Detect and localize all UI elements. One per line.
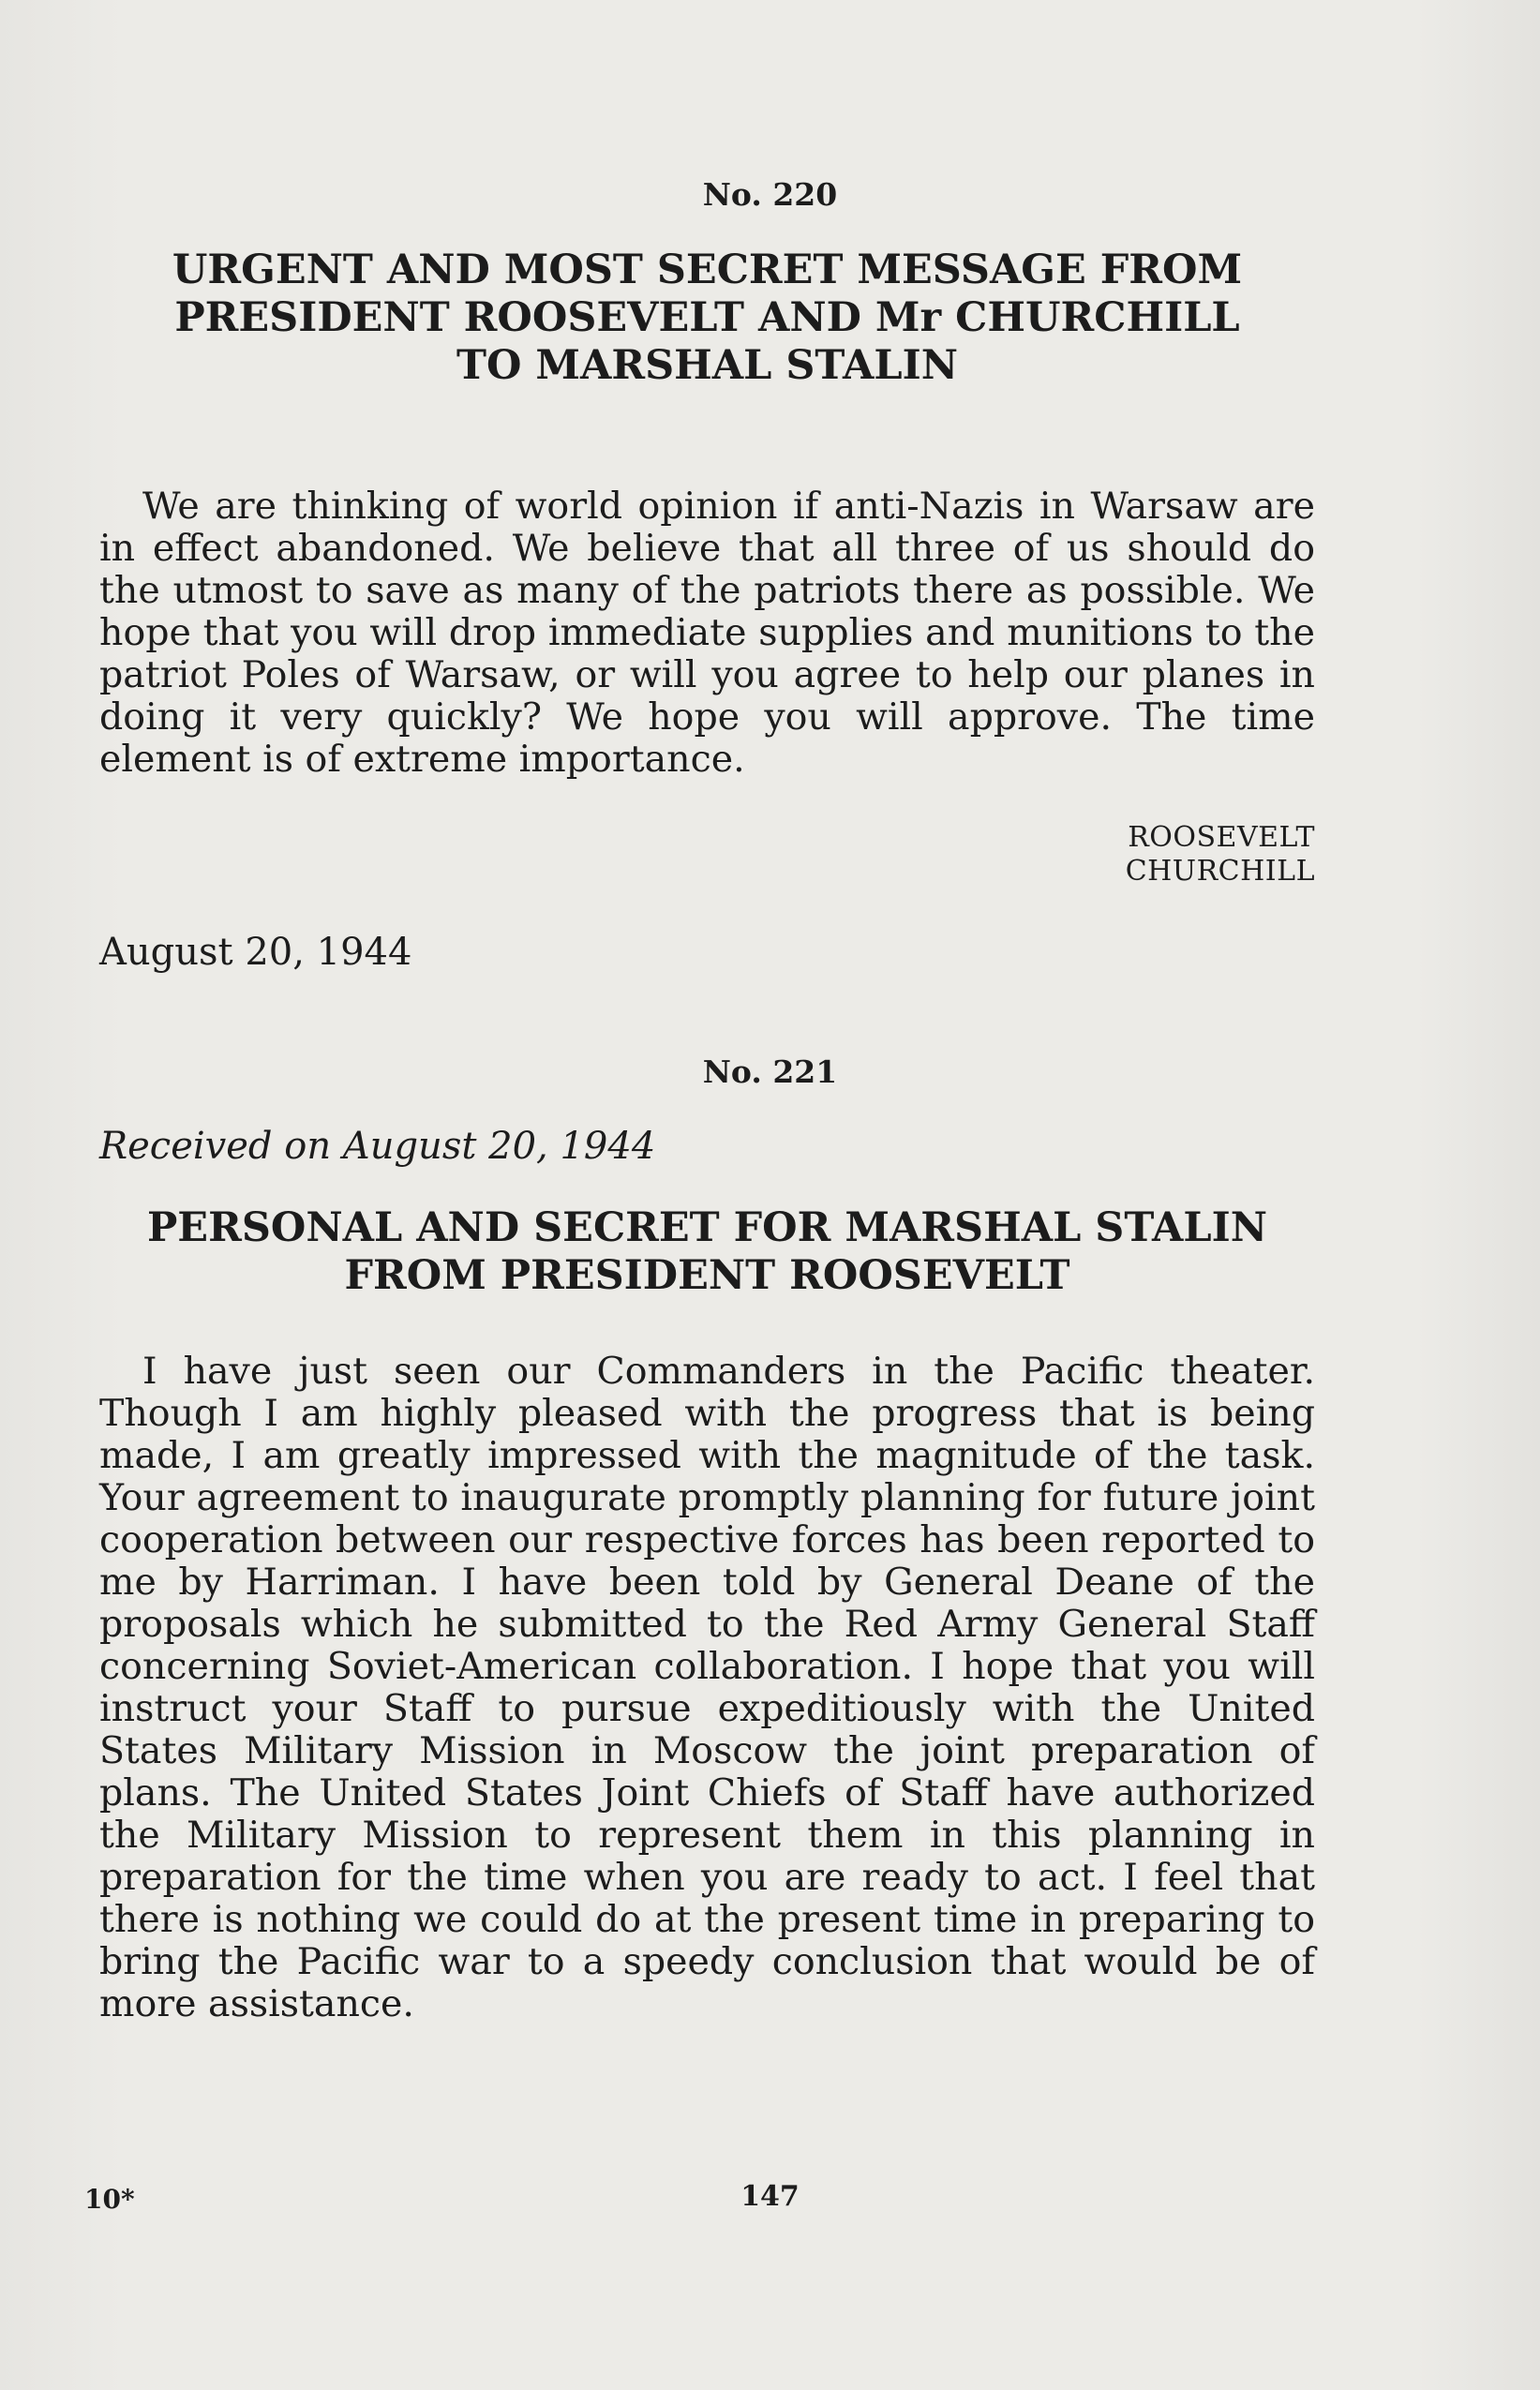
signature-mark: 10* xyxy=(84,2184,135,2215)
document-title-221 xyxy=(99,1204,1315,1300)
document-title-220 xyxy=(99,246,1315,390)
message-body-220: We are thinking of world opinion if anti-Nazis in Warsaw are in effect abandoned. We believe that all three of us should do the utmost to save as many of the patriots there as possible. We hope that you will drop immediate supplies and munitions to the patriot Poles of Warsaw, or will you agree to help our planes in doing it very quickly? We hope you will approve. The time element is of extreme importance. xyxy=(99,485,1315,781)
document-number-221: No. 221 xyxy=(702,1053,838,1090)
title-line: FROM PRESIDENT ROOSEVELT xyxy=(344,1252,1070,1299)
title-line: URGENT AND MOST SECRET MESSAGE FROM xyxy=(172,246,1243,293)
title-line: TO MARSHAL STALIN xyxy=(456,342,959,389)
signature-roosevelt: ROOSEVELT xyxy=(1128,821,1315,854)
title-line: PERSONAL AND SECRET FOR MARSHAL STALIN xyxy=(146,1204,1268,1251)
document-number-220: No. 220 xyxy=(702,176,838,213)
message-body-221: I have just seen our Commanders in the Pacific theater. Though I am highly pleased with the progress that is being made, I am greatly impressed with the magnitude of the task. Your agreement to inaugurate promptly planning for future joint cooperation between our respective forces has been reported to me by Harriman. I have been told by General Deane of the proposals which he submitted to the Red Army General Staff concerning Soviet-American collaboration. I hope that you will instruct your Staff to pursue expeditiously with the United States Military Mission in Moscow the joint preparation of plans. The United States Joint Chiefs of Staff have authorized the Military Mission to represent them in this planning in preparation for the time when you are ready to act. I feel that there is nothing we could do at the present time in preparing to bring the Pacific war to a speedy conclusion that would be of more assistance. xyxy=(99,1350,1315,2025)
page-number: 147 xyxy=(740,2180,800,2213)
signature-churchill: CHURCHILL xyxy=(1125,855,1315,888)
received-date-221: Received on August 20, 1944 xyxy=(99,1125,656,1168)
title-line: PRESIDENT ROOSEVELT AND Mr CHURCHILL xyxy=(174,294,1240,341)
message-date-220: August 20, 1944 xyxy=(99,931,412,974)
signature-block xyxy=(1126,821,1315,889)
